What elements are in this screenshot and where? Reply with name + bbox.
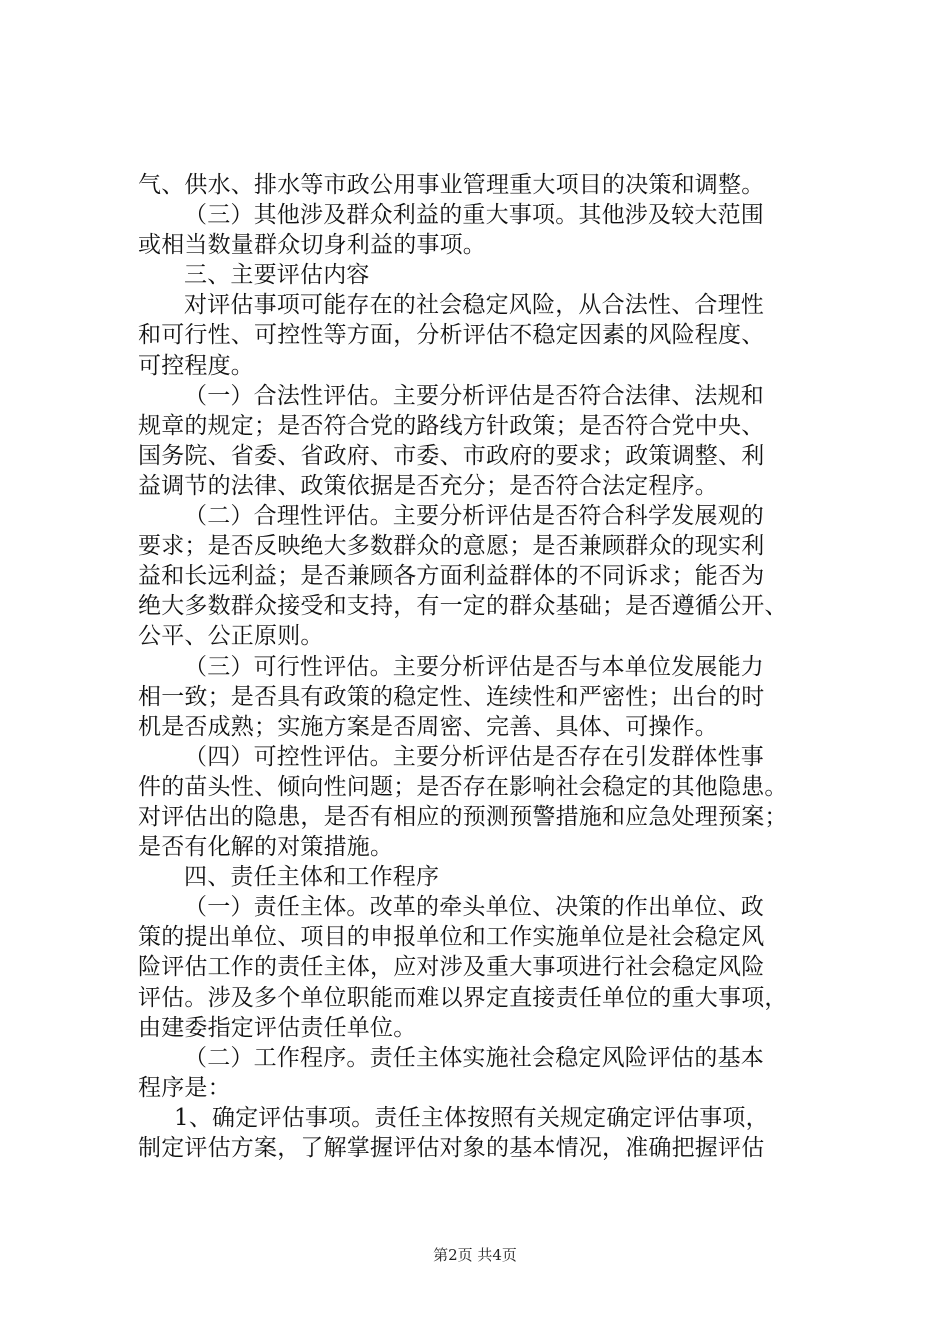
text-line: 或相当数量群众切身利益的事项。 — [138, 232, 486, 259]
text-line: 对评估出的隐患，是否有相应的预测预警措施和应急处理预案； — [138, 803, 788, 830]
text-line: 益调节的法律、政策依据是否充分；是否符合法定程序。 — [138, 472, 718, 499]
text-line: （三）其他涉及群众利益的重大事项。其他涉及较大范围 — [184, 202, 764, 229]
text-line: 可控程度。 — [138, 352, 254, 379]
text-line: 制定评估方案，了解掌握评估对象的基本情况，准确把握评估 — [138, 1135, 765, 1161]
text-line: 程序是： — [138, 1074, 231, 1101]
text-line: 三、主要评估内容 — [184, 262, 370, 289]
text-line: 是否有化解的对策措施。 — [138, 834, 394, 861]
text-line: 国务院、省委、省政府、市委、市政府的要求；政策调整、利 — [138, 442, 765, 469]
text-line: （四）可控性评估。主要分析评估是否存在引发群体性事 — [184, 743, 764, 770]
page-footer: 第2页 共4页 — [433, 1246, 517, 1264]
text-line: （二）工作程序。责任主体实施社会稳定风险评估的基本 — [184, 1044, 764, 1071]
text-line: 四、责任主体和工作程序 — [184, 864, 440, 891]
text-line: 由建委指定评估责任单位。 — [138, 1014, 417, 1041]
text-line: （一）合法性评估。主要分析评估是否符合法律、法规和 — [184, 382, 764, 409]
text-line: 要求；是否反映绝大多数群众的意愿；是否兼顾群众的现实利 — [138, 533, 765, 560]
text-line: 相一致；是否具有政策的稳定性、连续性和严密性；出台的时 — [138, 683, 765, 710]
document-body — [138, 170, 838, 1163]
text-line: 气、供水、排水等市政公用事业管理重大项目的决策和调整。 — [138, 172, 765, 198]
text-line: 件的苗头性、倾向性问题；是否存在影响社会稳定的其他隐患。 — [138, 773, 788, 800]
text-line: 策的提出单位、项目的申报单位和工作实施单位是社会稳定风 — [138, 924, 765, 951]
text-line: （二）合理性评估。主要分析评估是否符合科学发展观的 — [184, 503, 764, 530]
text-line: 评估。涉及多个单位职能而难以界定直接责任单位的重大事项， — [138, 984, 788, 1011]
text-line: 1、确定评估事项。责任主体按照有关规定确定评估事项， — [174, 1104, 769, 1131]
text-line: 和可行性、可控性等方面，分析评估不稳定因素的风险程度、 — [138, 322, 765, 349]
text-line: 益和长远利益；是否兼顾各方面利益群体的不同诉求；能否为 — [138, 563, 765, 590]
text-line: 机是否成熟；实施方案是否周密、完善、具体、可操作。 — [138, 713, 718, 740]
text-line: （一）责任主体。改革的牵头单位、决策的作出单位、政 — [184, 894, 764, 921]
text-line: 险评估工作的责任主体，应对涉及重大事项进行社会稳定风险 — [138, 954, 765, 981]
text-line: 对评估事项可能存在的社会稳定风险，从合法性、合理性 — [184, 292, 764, 319]
text-line: （三）可行性评估。主要分析评估是否与本单位发展能力 — [184, 653, 764, 680]
text-line: 绝大多数群众接受和支持，有一定的群众基础；是否遵循公开、 — [138, 593, 788, 620]
text-line: 规章的规定；是否符合党的路线方针政策；是否符合党中央、 — [138, 412, 765, 439]
text-line: 公平、公正原则。 — [138, 623, 324, 650]
